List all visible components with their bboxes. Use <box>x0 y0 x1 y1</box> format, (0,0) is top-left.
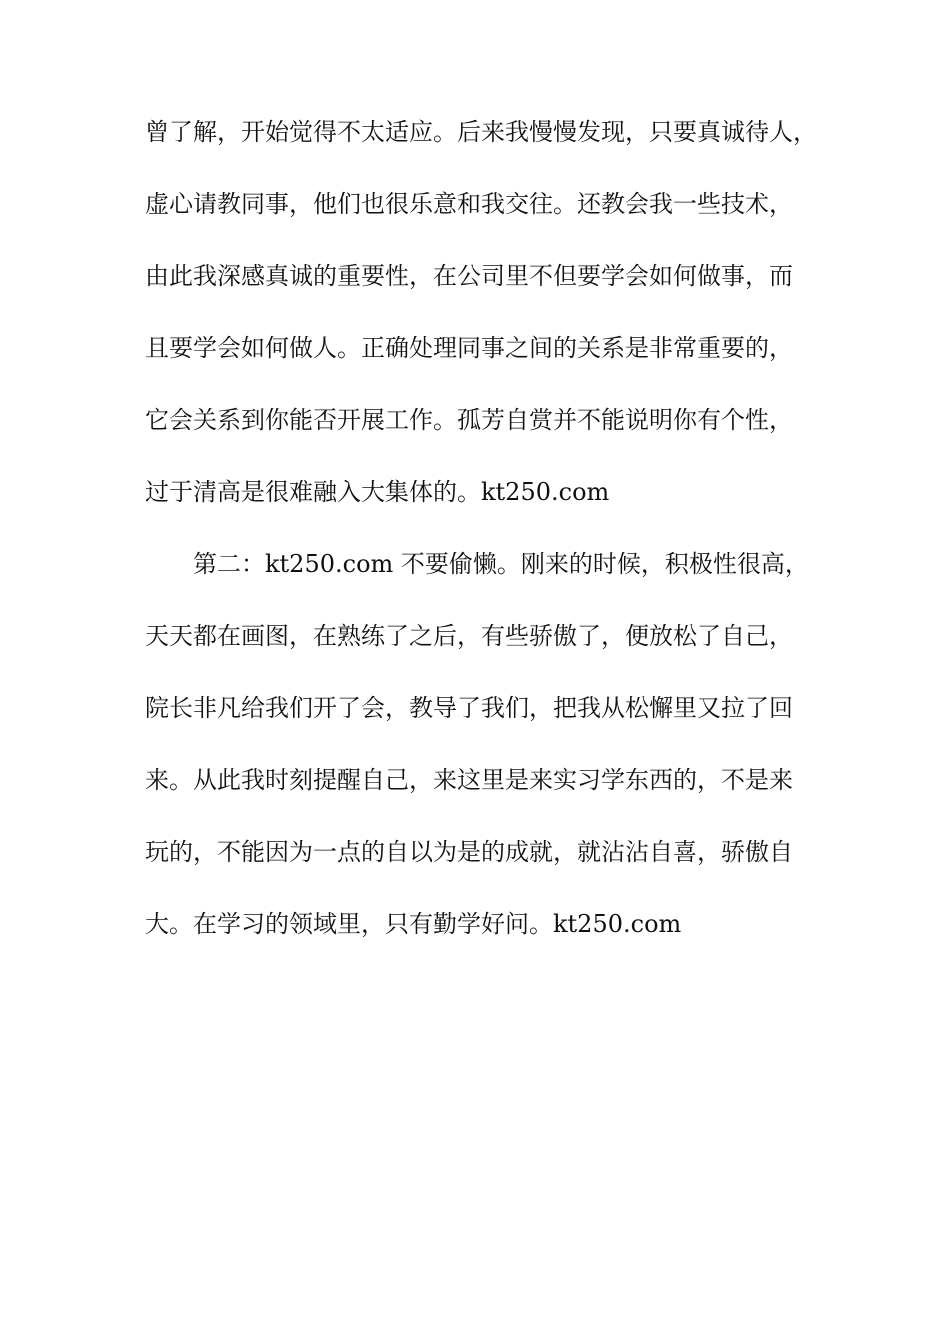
document-body <box>145 120 835 984</box>
text-line-11: 玩的，不能因为一点的自以为是的成就，就沾沾自喜，骄傲自 <box>145 838 793 866</box>
text-line-12: 大。在学习的领域里，只有勤学好问。kt250.com <box>145 910 682 938</box>
text-line-6: 过于清高是很难融入大集体的。kt250.com <box>145 478 610 506</box>
text-line-9: 院长非凡给我们开了会，教导了我们，把我从松懈里又拉了回 <box>145 694 793 722</box>
text-line-3: 由此我深感真诚的重要性，在公司里不但要学会如何做事，而 <box>145 262 793 290</box>
text-line-5: 它会关系到你能否开展工作。孤芳自赏并不能说明你有个性， <box>145 406 793 434</box>
text-line-8: 天天都在画图，在熟练了之后，有些骄傲了，便放松了自己， <box>145 622 793 650</box>
text-line-1: 曾了解，开始觉得不太适应。后来我慢慢发现，只要真诚待人， <box>145 118 817 146</box>
text-line-7: 第二：kt250.com 不要偷懒。刚来的时候，积极性很高， <box>193 550 809 578</box>
text-line-4: 且要学会如何做人。正确处理同事之间的关系是非常重要的， <box>145 334 793 362</box>
text-line-10: 来。从此我时刻提醒自己，来这里是来实习学东西的，不是来 <box>145 766 793 794</box>
text-line-2: 虚心请教同事，他们也很乐意和我交往。还教会我一些技术， <box>145 190 793 218</box>
